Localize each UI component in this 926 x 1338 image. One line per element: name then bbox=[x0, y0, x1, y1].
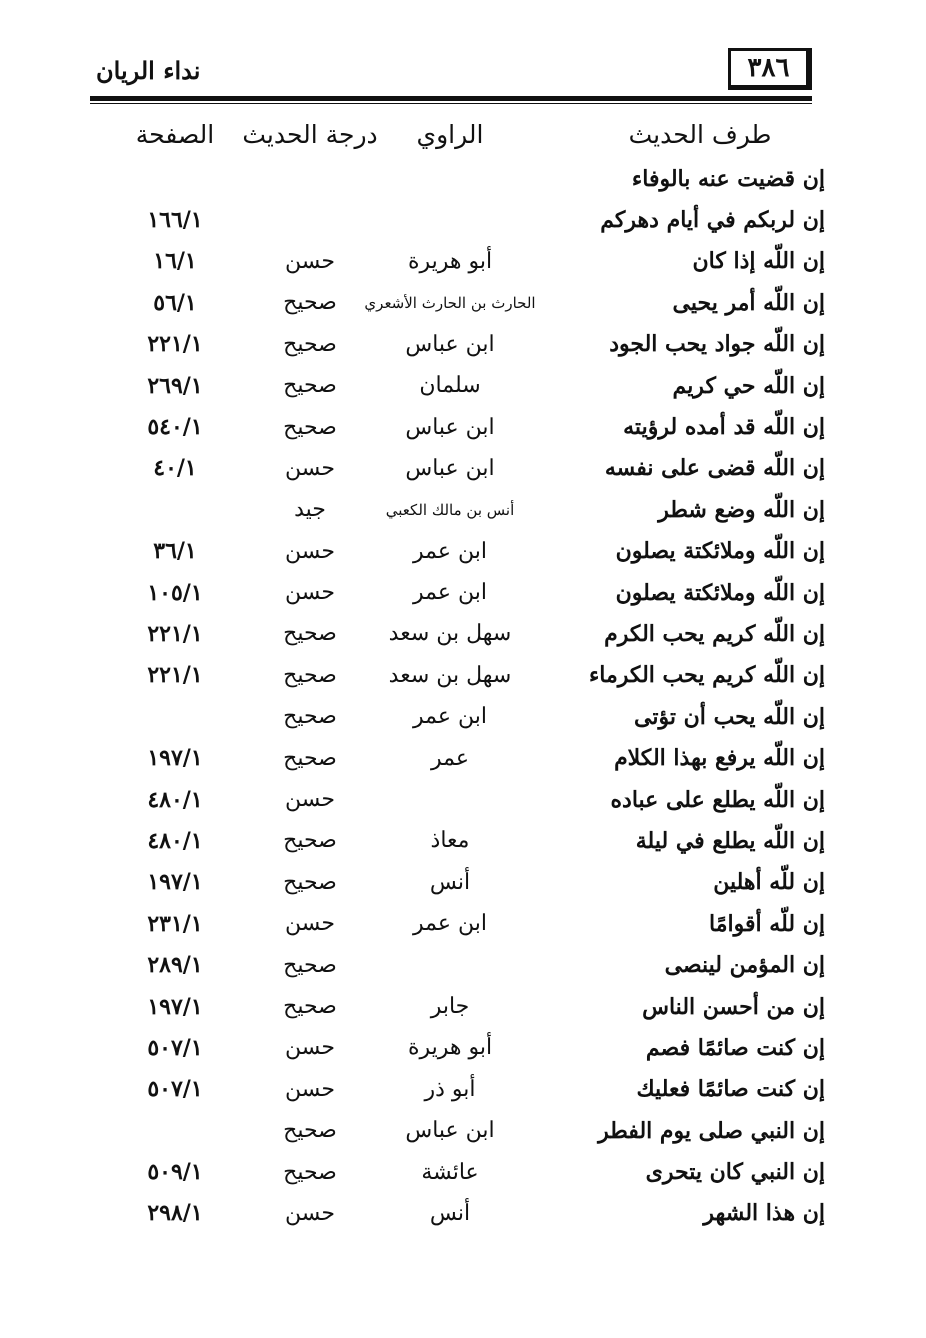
table-row bbox=[95, 820, 840, 861]
grade-cell: حسن bbox=[285, 580, 335, 606]
page-cell: ٢٣١/١ bbox=[147, 910, 203, 937]
hadith-index-table bbox=[95, 110, 840, 1234]
grade-cell: صحيح bbox=[283, 994, 337, 1019]
grade-cell: صحيح bbox=[283, 414, 337, 440]
rawi-cell: سهل بن سعد bbox=[388, 621, 512, 647]
table-row bbox=[95, 489, 840, 530]
column-header-hadith: طرف الحديث bbox=[628, 119, 772, 149]
hadith-cell: إن اللّه وملائكتة يصلون bbox=[615, 579, 825, 606]
table-row bbox=[95, 1193, 840, 1234]
table-row bbox=[95, 365, 840, 406]
grade-cell: جيد bbox=[294, 497, 326, 523]
column-header-page: الصفحة bbox=[135, 119, 215, 149]
page-cell: ١٠٥/١ bbox=[147, 579, 203, 606]
page-cell: ١٩٧/١ bbox=[147, 869, 203, 896]
page-number-box bbox=[728, 48, 812, 90]
grade-cell: حسن bbox=[285, 787, 335, 813]
grade-cell: صحيح bbox=[283, 745, 337, 771]
book-title: نداء الريان bbox=[96, 56, 201, 85]
grade-cell bbox=[250, 199, 370, 240]
page-cell: ٥٠٧/١ bbox=[147, 1076, 203, 1103]
table-row bbox=[95, 1069, 840, 1110]
grade-cell: صحيح bbox=[283, 662, 337, 688]
grade-cell: حسن bbox=[285, 248, 335, 274]
page-cell: ٤٨٠/١ bbox=[147, 827, 203, 854]
grade-cell: حسن bbox=[285, 1076, 335, 1102]
page-cell: ٢٢١/١ bbox=[147, 620, 203, 647]
table-row bbox=[95, 241, 840, 282]
table-row bbox=[95, 613, 840, 654]
table-row bbox=[95, 655, 840, 696]
grade-cell: صحيح bbox=[283, 290, 337, 316]
table-row bbox=[95, 986, 840, 1027]
hadith-cell: إن لربكم في أيام دهركم bbox=[600, 207, 825, 234]
rawi-cell: ابن عباس bbox=[405, 414, 495, 440]
page-cell: ٢٩٨/١ bbox=[147, 1200, 203, 1227]
hadith-cell: إن اللّه قد أمده لرؤيته bbox=[623, 414, 825, 441]
hadith-cell: إن اللّه يحب أن تؤتى bbox=[634, 703, 825, 730]
rawi-cell: سلمان bbox=[419, 373, 481, 399]
rawi-cell bbox=[360, 944, 540, 985]
rawi-cell: جابر bbox=[430, 994, 470, 1019]
grade-cell: حسن bbox=[285, 538, 335, 564]
table-row bbox=[95, 737, 840, 778]
page-cell: ٥٠٧/١ bbox=[147, 1034, 203, 1061]
page-cell bbox=[110, 696, 240, 737]
table-row bbox=[95, 944, 840, 985]
page-cell: ٥٦/١ bbox=[153, 289, 197, 316]
hadith-cell: إن للّه أقوامًا bbox=[709, 910, 825, 937]
hadith-cell: إن اللّه يرفع بهذا الكلام bbox=[614, 745, 825, 772]
table-row bbox=[95, 324, 840, 365]
hadith-cell: إن كنت صائمًا فعليك bbox=[636, 1076, 825, 1103]
rawi-cell bbox=[360, 199, 540, 240]
grade-cell: صحيح bbox=[283, 1118, 337, 1144]
grade-cell: صحيح bbox=[283, 331, 337, 357]
grade-cell: حسن bbox=[285, 455, 335, 481]
page-cell: ٤٠/١ bbox=[153, 455, 197, 482]
rawi-cell: معاذ bbox=[430, 828, 470, 854]
grade-cell bbox=[250, 158, 370, 199]
page-cell: ١٦٦/١ bbox=[147, 207, 203, 234]
column-header-rawi: الراوي bbox=[416, 119, 484, 149]
page-cell: ١٦/١ bbox=[153, 248, 197, 275]
rawi-cell: ابن عمر bbox=[413, 704, 487, 730]
table-row bbox=[95, 158, 840, 199]
rawi-cell: أبو هريرة bbox=[407, 248, 493, 274]
page-cell: ٥٤٠/١ bbox=[147, 414, 203, 441]
page-cell: ٢٢١/١ bbox=[147, 331, 203, 358]
hadith-cell: إن كنت صائمًا فصم bbox=[645, 1034, 825, 1061]
hadith-cell: إن اللّه يطلع على عباده bbox=[610, 786, 825, 813]
hadith-cell: إن قضيت عنه بالوفاء bbox=[631, 165, 825, 192]
hadith-cell: إن اللّه أمر يحيى bbox=[672, 289, 825, 316]
table-row bbox=[95, 448, 840, 489]
page-cell: ٢٦٩/١ bbox=[147, 372, 203, 399]
grade-cell: صحيح bbox=[283, 621, 337, 647]
table-row bbox=[95, 531, 840, 572]
hadith-cell: إن اللّه جواد يحب الجود bbox=[609, 331, 825, 358]
hadith-cell: إن اللّه كريم يحب الكرماء bbox=[588, 662, 825, 689]
grade-cell: حسن bbox=[285, 1200, 335, 1226]
rawi-cell: ابن عمر bbox=[413, 911, 487, 937]
table-row bbox=[95, 903, 840, 944]
page-cell: ٥٠٩/١ bbox=[147, 1159, 203, 1186]
table-row bbox=[95, 282, 840, 323]
hadith-cell: إن اللّه وملائكتة يصلون bbox=[615, 538, 825, 565]
column-header-grade: درجة الحديث bbox=[242, 119, 378, 149]
table-row bbox=[95, 406, 840, 447]
table-row bbox=[95, 1027, 840, 1068]
hadith-cell: إن للّه أهلين bbox=[713, 869, 825, 896]
rawi-cell: ابن عمر bbox=[413, 580, 487, 606]
rawi-cell: ابن عمر bbox=[413, 538, 487, 564]
hadith-cell: إن اللّه حي كريم bbox=[672, 372, 825, 399]
table-row bbox=[95, 1151, 840, 1192]
rawi-cell: أبو هريرة bbox=[407, 1035, 493, 1061]
grade-cell: صحيح bbox=[283, 828, 337, 854]
table-row bbox=[95, 862, 840, 903]
table-row bbox=[95, 779, 840, 820]
table-row bbox=[95, 1110, 840, 1151]
table-header-row bbox=[95, 110, 840, 158]
rawi-cell: ابن عباس bbox=[405, 1118, 495, 1144]
grade-cell: حسن bbox=[285, 1035, 335, 1061]
page-cell: ٤٨٠/١ bbox=[147, 786, 203, 813]
hadith-cell: إن هذا الشهر bbox=[703, 1200, 825, 1227]
page-cell bbox=[110, 1110, 240, 1151]
hadith-cell: إن اللّه كريم يحب الكرم bbox=[604, 620, 825, 647]
hadith-cell: إن اللّه قضى على نفسه bbox=[604, 455, 825, 482]
grade-cell: صحيح bbox=[283, 952, 337, 978]
grade-cell: صحيح bbox=[283, 373, 337, 399]
page-cell: ١٩٧/١ bbox=[147, 993, 203, 1020]
page-cell: ١٩٧/١ bbox=[147, 745, 203, 772]
hadith-cell: إن النبي صلى يوم الفطر bbox=[598, 1117, 825, 1144]
grade-cell: صحيح bbox=[283, 869, 337, 895]
grade-cell: صحيح bbox=[283, 1159, 337, 1185]
page-header bbox=[90, 44, 830, 100]
table-row bbox=[95, 572, 840, 613]
rawi-cell: سهل بن سعد bbox=[388, 662, 512, 688]
table-row bbox=[95, 199, 840, 240]
page-number: ٣٨٦ bbox=[747, 53, 790, 83]
rawi-cell bbox=[360, 158, 540, 199]
grade-cell: حسن bbox=[285, 911, 335, 937]
rawi-cell: ابن عباس bbox=[405, 455, 495, 481]
page-cell bbox=[110, 158, 240, 199]
header-rule-thin bbox=[90, 103, 812, 104]
hadith-cell: إن المؤمن لينصى bbox=[664, 952, 825, 979]
grade-cell: صحيح bbox=[283, 704, 337, 730]
header-rule-thick bbox=[90, 96, 812, 101]
hadith-cell: إن اللّه وضع شطر bbox=[658, 496, 825, 523]
table-row bbox=[95, 696, 840, 737]
rawi-cell: ابن عباس bbox=[405, 331, 495, 357]
page-cell: ٣٦/١ bbox=[153, 538, 197, 565]
rawi-cell: أنس بن مالك الكعبي bbox=[385, 500, 515, 519]
rawi-cell: أبو ذر bbox=[424, 1076, 476, 1102]
rawi-cell: الحارث بن الحارث الأشعري bbox=[364, 293, 536, 312]
rawi-cell: عمر bbox=[431, 745, 469, 771]
rawi-cell: أنس bbox=[429, 869, 471, 895]
hadith-cell: إن النبي كان يتحرى bbox=[645, 1159, 825, 1186]
rawi-cell: عائشة bbox=[421, 1159, 479, 1185]
hadith-cell: إن من أحسن الناس bbox=[642, 993, 825, 1020]
page-cell: ٢٨٩/١ bbox=[147, 952, 203, 979]
page-cell bbox=[110, 489, 240, 530]
hadith-cell: إن اللّه يطلع في ليلة bbox=[635, 827, 825, 854]
page-cell: ٢٢١/١ bbox=[147, 662, 203, 689]
rawi-cell: أنس bbox=[429, 1200, 471, 1226]
hadith-cell: إن اللّه إذا كان bbox=[692, 248, 825, 275]
rawi-cell bbox=[360, 779, 540, 820]
